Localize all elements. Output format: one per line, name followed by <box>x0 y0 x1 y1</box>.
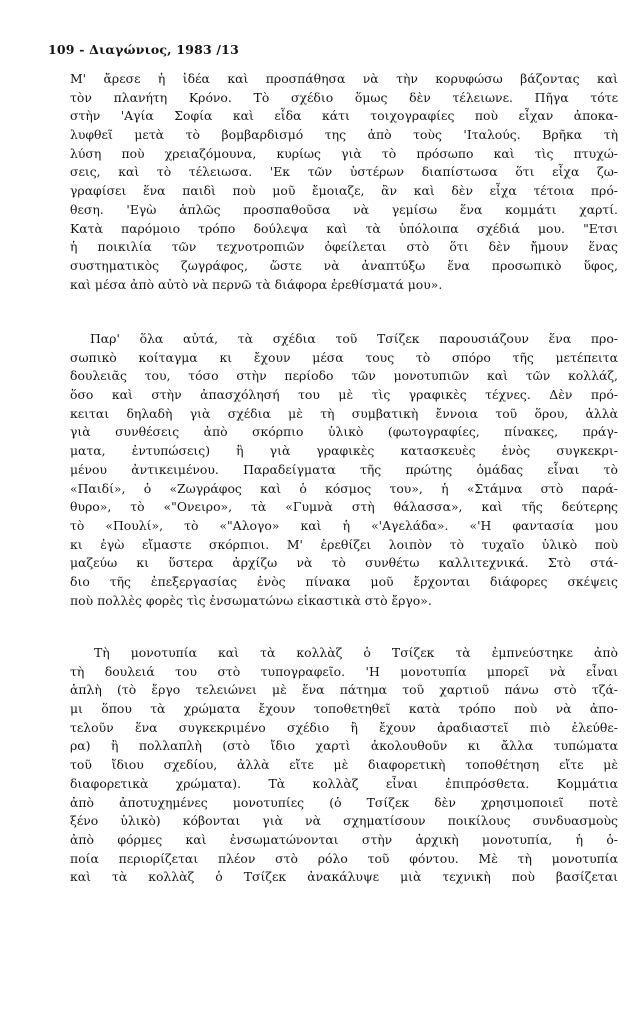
text-line: τὴ δουλειά του στὸ τυπογραφεῖο. 'Η μονοτυπία μπορεῖ νὰ εἶναι <box>70 663 618 679</box>
text-line: τὸν πλανήτη Κρόνο. Τὸ σχέδιο ὅμως δὲν τέλειωνε. Πῆγα τότε <box>70 89 618 105</box>
text-line: ὅσο καὶ στὴν ἀπασχόλησή του μὲ τὶς γραφικὲς τέχνες. Δὲν πρό- <box>70 387 618 403</box>
text-line: διαφορετικὰ χρώματα). Τὰ κολλὰζ εἶναι ἐπιπρόσθετα. Κομμάτια <box>70 775 618 791</box>
text-line: ρα) ἢ πολλαπλὴ (στὸ ἴδιο χαρτὶ ἀκολουθοῦν κι ἄλλα τυπώματα <box>70 738 618 754</box>
text-line: μι ὅπου τὰ χρώματα ἔχουν τοποθετηθεῖ κατὰ τρόπο ποὺ νὰ ἀπο- <box>70 701 618 717</box>
text-line: Τὴ μονοτυπία καὶ τὰ κολλὰζ ὁ Τσίζεκ τὰ ἐμπνεύστηκε ἀπὸ <box>94 645 618 660</box>
text-line: θεση. 'Εγὼ ἁπλῶς προσπαθοῦσα νὰ γεμίσω ἕνα κομμάτι χαρτί. <box>70 201 618 217</box>
text-line: ἁπλὴ (τὸ ἔργο τελειώνει μὲ ἕνα πάτημα τοῦ χαρτιοῦ πάνω στὸ τζά- <box>70 682 618 698</box>
text-line: δουλειᾶς του, τόσο στὴν περίοδο τῶν μονοτυπιῶν καὶ τῶν κολλάζ, <box>70 368 618 384</box>
paragraph-3 <box>70 644 618 887</box>
text-line: θυρο», τὸ «"Ονειρο», τὰ «Γυμνὰ στὴ θάλασσα», καὶ τῆς δεύτερης <box>70 499 618 515</box>
text-line: γραφίσει ἕνα παιδὶ ποὺ μοῦ ἔμοιαζε, ἂν καὶ δὲν εἶχα τέτοια πρό- <box>70 183 618 199</box>
text-line: καὶ τὰ κολλὰζ ὁ Τσίζεκ ἀνακάλυψε μιὰ τεχνικὴ ποὺ βασίζεται <box>70 869 618 885</box>
text-line: μαζεύω κι ὕστερα ἀρχίζω νὰ τὸ συνθέτω καλλιτεχνικά. Στὸ στά- <box>70 555 618 571</box>
text-line: τελοῦν ἕνα συγκεκριμένο σχέδιο ἢ ἔχουν ἀραδιαστεῖ πιὸ ἐλεύθε- <box>70 719 618 735</box>
text-line: «Παιδί», ὁ «Ζωγράφος καὶ ὁ κόσμος του», ἡ «Στάμνα στὸ παρά- <box>70 480 618 496</box>
text-line: λύση ποὺ χρειαζόμουνα, κυρίως γιὰ τὸ πρόσωπο καὶ τὶς πτυχώ- <box>70 145 618 161</box>
text-line: ξένο ὑλικὸ) κόβονται γιὰ νὰ σχηματίσουν ποικίλους συνδυασμοὺς <box>70 813 618 829</box>
running-head: 109 - Διαγώνιος, 1983 /13 <box>48 42 239 57</box>
text-line: ματα, ἐντυπώσεις) ἢ γιὰ γραφικὲς κατασκευὲς ἑνὸς συγκεκρι- <box>70 443 618 459</box>
text-line: καὶ μέσα ἀπὸ αὐτὸ νὰ περνῶ τὰ διάφορα ἐρεθίσματά μου». <box>70 276 443 292</box>
text-line: στὴν 'Αγία Σοφία καὶ εἶδα κάτι τοιχογραφίες ποὺ εἶχαν ἀποκα- <box>70 108 618 124</box>
text-line: τὸ «Πουλί», τὸ «"Αλογο» καὶ ἡ «'Αγελάδα». «'Η φαντασία μου <box>70 517 618 533</box>
text-line: κι ἐγὼ εἴμαστε σκόρπιοι. Μ' ἐρεθίζει λοιπὸν τὸ τυχαῖο ὑλικὸ ποὺ <box>70 536 618 552</box>
text-line: ἡ ποικιλία τῶν τεχνοτροπιῶν ὀφείλεται στὸ ὅτι δὲν ἤμουν ἕνας <box>70 239 618 255</box>
text-line: διο τῆς ἐπεξεργασίας ἑνὸς πίνακα μοῦ ἔρχονται διάφορες σκέψεις <box>70 573 618 589</box>
text-line: ἀπὸ ἀποτυχημένες μονοτυπίες (ὁ Τσίζεκ δὲν χρησιμοποιεῖ ποτὲ <box>70 794 618 810</box>
text-line: κειται δηλαδὴ γιὰ σχέδια μὲ τὴ συμβατικὴ ἔννοια τοῦ ὅρου, ἀλλὰ <box>70 405 618 421</box>
text-line: λυφθεῖ μετὰ τὸ βομβαρδισμό της ἀπὸ τοὺς 'Ιταλούς. Βρῆκα τὴ <box>70 127 618 143</box>
text-line: Παρ' ὅλα αὐτά, τὰ σχέδια τοῦ Τσίζεκ παρουσιάζουν ἕνα προ- <box>90 331 618 346</box>
text-line: ἀπὸ φόρμες καὶ ἐνσωματώνονται στὴν ἀρχικὴ μονοτυπία, ἡ ὁ- <box>70 831 618 847</box>
text-line: Κατὰ παρόμοιο τρόπο δούλεψα καὶ τὰ ὑπόλοιπα σχέδιά μου. "Ετσι <box>70 220 618 236</box>
text-line: μένου ἀντικειμένου. Παραδείγματα τῆς πρώτης ὁμάδας εἶναι τὸ <box>70 461 618 477</box>
text-line: σωπικὸ κοίταγμα κι ἔχουν μέσα τους τὸ σπόρο τῆς μετέπειτα <box>70 349 618 365</box>
text-line: τοῦ ἴδιου σχεδίου, ἀλλὰ εἴτε μὲ διαφορετικὴ τοποθέτηση εἴτε μὲ <box>70 757 618 773</box>
text-line: Μ' ἄρεσε ἡ ἰδέα καὶ προσπάθησα νὰ τὴν κορυφώσω βάζοντας καὶ <box>70 71 618 86</box>
text-line: συστηματικὸς ζωγράφος, ὥστε νὰ ἀναπτύξω ἕνα προσωπικὸ ὕφος, <box>70 257 618 273</box>
text-line: ποὺ πολλὲς φορὲς τὶς ἐνσωματώνω εἰκαστικὰ στὸ ἔργο». <box>70 592 432 608</box>
text-line: σεις, καὶ τὸ τέλειωσα. 'Εκ τῶν ὑστέρων διαπίστωσα ὅτι εἶχα ζω- <box>70 164 618 180</box>
paragraph-1 <box>70 70 618 294</box>
text-line: γιὰ συνθέσεις ἀπὸ σκόρπιο ὑλικὸ (φωτογραφίες, πίνακες, πράγ- <box>70 424 618 440</box>
paragraph-2 <box>70 330 618 610</box>
text-line: ποία περιορίζεται πλέον στὸ ρόλο τοῦ φόντου. Μὲ τὴ μονοτυπία <box>70 850 618 866</box>
